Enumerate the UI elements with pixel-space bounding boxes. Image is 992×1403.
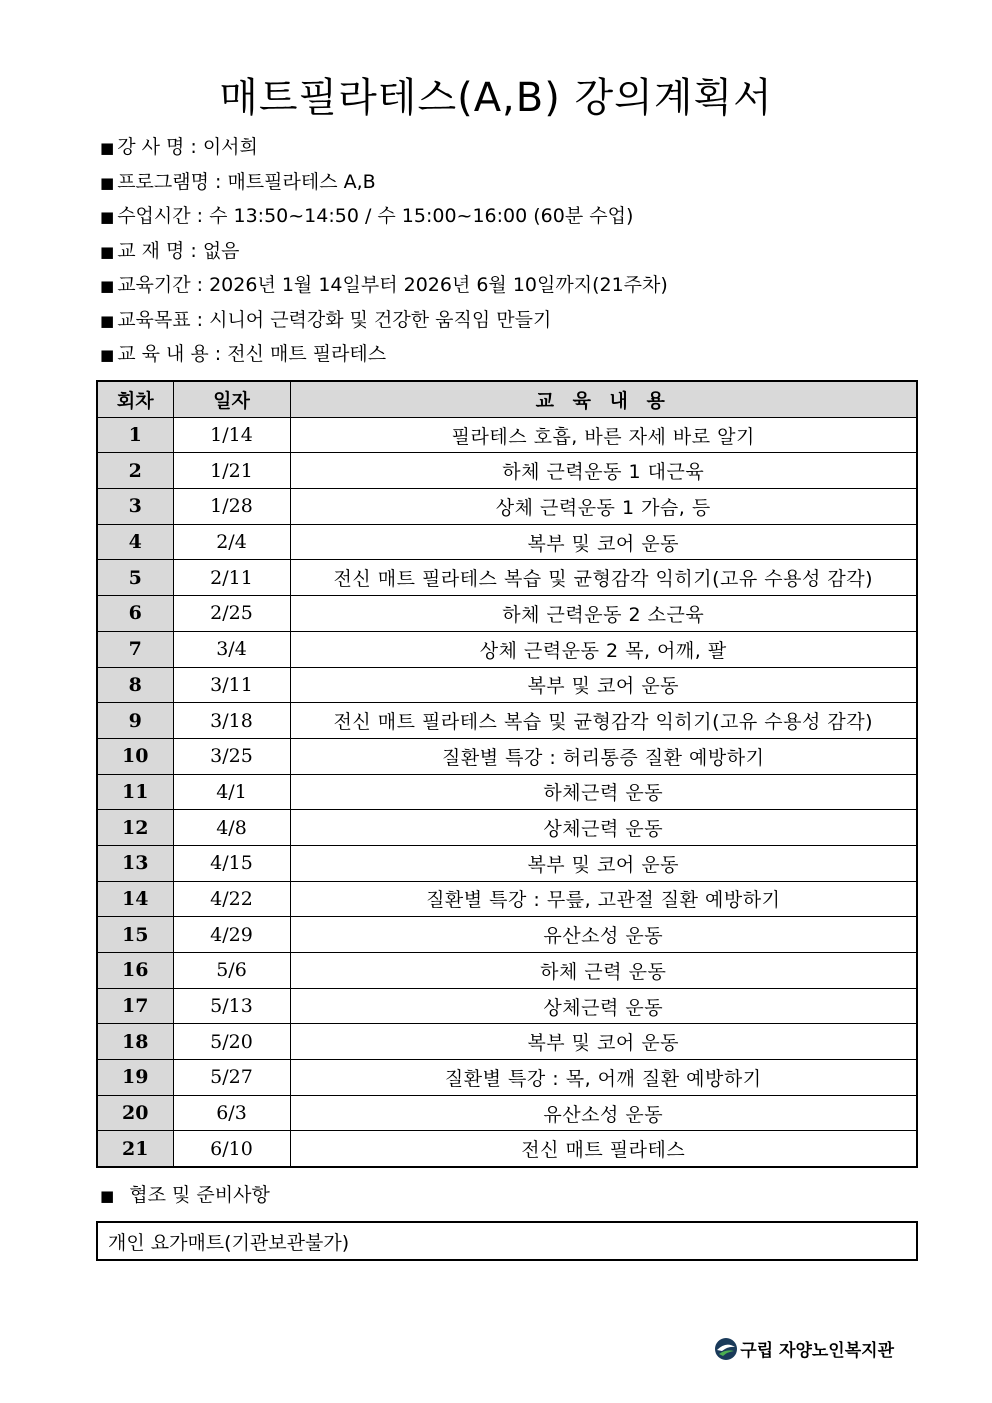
org-name: 구립 자양노인복지관	[740, 1341, 894, 1361]
session-content: 필라테스 호흡, 바른 자세 바로 알기	[290, 417, 917, 453]
session-number: 8	[97, 667, 173, 703]
table-row	[97, 489, 917, 525]
bullet-icon: ■	[100, 242, 115, 261]
session-content: 전신 매트 필라테스	[290, 1131, 917, 1167]
table-row	[97, 631, 917, 667]
session-number: 15	[97, 917, 173, 953]
session-content: 전신 매트 필라테스 복습 및 균형감각 익히기(고유 수용성 감각)	[290, 560, 917, 596]
info-row	[100, 268, 668, 303]
info-label: 교육기간 :	[117, 274, 204, 296]
schedule-table	[96, 380, 918, 1168]
session-date: 6/3	[173, 1095, 290, 1131]
session-number: 13	[97, 845, 173, 881]
session-number: 7	[97, 631, 173, 667]
info-row	[100, 165, 668, 200]
session-content: 질환별 특강 : 허리통증 질환 예방하기	[290, 738, 917, 774]
table-row	[97, 738, 917, 774]
table-header-row	[97, 381, 917, 417]
bullet-icon: ■	[100, 173, 115, 192]
session-date: 3/18	[173, 703, 290, 739]
info-value: 수 13:50~14:50 / 수 15:00~16:00 (60분 수업)	[209, 205, 634, 227]
prep-heading	[100, 1180, 270, 1207]
session-content: 질환별 특강 : 무릎, 고관절 질환 예방하기	[290, 881, 917, 917]
table-row	[97, 703, 917, 739]
session-number: 16	[97, 953, 173, 989]
table-row	[97, 453, 917, 489]
bullet-icon: ■	[100, 139, 115, 157]
info-value: 시니어 근력강화 및 건강한 움직임 만들기	[209, 308, 552, 331]
header-session: 회차	[97, 381, 173, 417]
prep-title: 협조 및 준비사항	[129, 1184, 270, 1206]
session-number: 21	[97, 1131, 173, 1167]
info-section	[100, 130, 668, 372]
info-label: 교 육 내 용 :	[117, 343, 222, 365]
info-row	[100, 234, 668, 269]
session-date: 2/25	[173, 596, 290, 632]
page-title: 매트필라테스(A,B) 강의계획서	[219, 75, 773, 121]
session-date: 5/13	[173, 988, 290, 1024]
org-logo-icon	[714, 1337, 738, 1361]
bullet-icon: ■	[100, 1187, 115, 1205]
session-date: 3/25	[173, 738, 290, 774]
session-content: 상체근력 운동	[290, 988, 917, 1024]
session-content: 유산소성 운동	[290, 1095, 917, 1131]
header-content: 교 육 내 용	[290, 381, 917, 417]
session-number: 12	[97, 810, 173, 846]
session-number: 2	[97, 453, 173, 489]
session-content: 복부 및 코어 운동	[290, 1024, 917, 1060]
bullet-icon: ■	[100, 208, 115, 226]
prep-box: 개인 요가매트(기관보관불가)	[96, 1221, 918, 1261]
session-date: 2/4	[173, 524, 290, 560]
table-row	[97, 988, 917, 1024]
session-date: 4/22	[173, 881, 290, 917]
info-value: 이서희	[202, 136, 258, 158]
session-number: 20	[97, 1095, 173, 1131]
info-value: 없음	[202, 239, 240, 262]
session-date: 4/29	[173, 917, 290, 953]
session-date: 1/28	[173, 489, 290, 525]
session-date: 1/21	[173, 453, 290, 489]
table-row	[97, 953, 917, 989]
info-value: 전신 매트 필라테스	[227, 343, 387, 365]
table-row	[97, 845, 917, 881]
session-number: 1	[97, 417, 173, 453]
session-content: 하체 근력 운동	[290, 953, 917, 989]
session-date: 2/11	[173, 560, 290, 596]
info-value: 매트필라테스 A,B	[227, 170, 376, 193]
session-content: 복부 및 코어 운동	[290, 524, 917, 560]
session-date: 5/20	[173, 1024, 290, 1060]
table-row	[97, 560, 917, 596]
session-content: 하체근력 운동	[290, 774, 917, 810]
session-number: 6	[97, 596, 173, 632]
session-number: 19	[97, 1060, 173, 1096]
bullet-icon: ■	[100, 277, 115, 295]
session-number: 17	[97, 988, 173, 1024]
session-number: 3	[97, 489, 173, 525]
info-row	[100, 337, 668, 372]
info-value: 2026년 1월 14일부터 2026년 6월 10일까지(21주차)	[209, 274, 668, 296]
session-date: 4/8	[173, 810, 290, 846]
session-content: 질환별 특강 : 목, 어깨 질환 예방하기	[290, 1060, 917, 1096]
session-date: 5/6	[173, 953, 290, 989]
session-number: 10	[97, 738, 173, 774]
info-label: 강 사 명 :	[117, 136, 197, 158]
session-number: 18	[97, 1024, 173, 1060]
info-row	[100, 303, 668, 338]
info-label: 교육목표 :	[117, 308, 204, 331]
header-date: 일자	[173, 381, 290, 417]
session-content: 전신 매트 필라테스 복습 및 균형감각 익히기(고유 수용성 감각)	[290, 703, 917, 739]
table-row	[97, 1095, 917, 1131]
session-number: 14	[97, 881, 173, 917]
session-content: 유산소성 운동	[290, 917, 917, 953]
session-content: 상체근력 운동	[290, 810, 917, 846]
info-row	[100, 199, 668, 234]
session-date: 3/4	[173, 631, 290, 667]
session-number: 5	[97, 560, 173, 596]
session-content: 복부 및 코어 운동	[290, 845, 917, 881]
table-row	[97, 1060, 917, 1096]
session-content: 하체 근력운동 2 소근육	[290, 596, 917, 632]
bullet-icon: ■	[100, 346, 115, 364]
session-number: 11	[97, 774, 173, 810]
info-label: 교 재 명 :	[117, 239, 197, 262]
bullet-icon: ■	[100, 311, 115, 330]
session-number: 9	[97, 703, 173, 739]
session-content: 복부 및 코어 운동	[290, 667, 917, 703]
table-row	[97, 524, 917, 560]
table-row	[97, 1131, 917, 1167]
table-row	[97, 917, 917, 953]
table-row	[97, 667, 917, 703]
session-content: 하체 근력운동 1 대근육	[290, 453, 917, 489]
table-row	[97, 881, 917, 917]
session-date: 4/1	[173, 774, 290, 810]
table-row	[97, 1024, 917, 1060]
table-row	[97, 774, 917, 810]
info-label: 프로그램명 :	[117, 170, 222, 193]
table-row	[97, 810, 917, 846]
session-number: 4	[97, 524, 173, 560]
session-date: 3/11	[173, 667, 290, 703]
session-date: 1/14	[173, 417, 290, 453]
footer	[714, 1336, 894, 1361]
session-content: 상체 근력운동 2 목, 어깨, 팔	[290, 631, 917, 667]
session-date: 4/15	[173, 845, 290, 881]
info-row	[100, 130, 668, 165]
session-content: 상체 근력운동 1 가슴, 등	[290, 489, 917, 525]
table-row	[97, 596, 917, 632]
session-date: 5/27	[173, 1060, 290, 1096]
info-label: 수업시간 :	[117, 205, 204, 227]
table-row	[97, 417, 917, 453]
session-date: 6/10	[173, 1131, 290, 1167]
